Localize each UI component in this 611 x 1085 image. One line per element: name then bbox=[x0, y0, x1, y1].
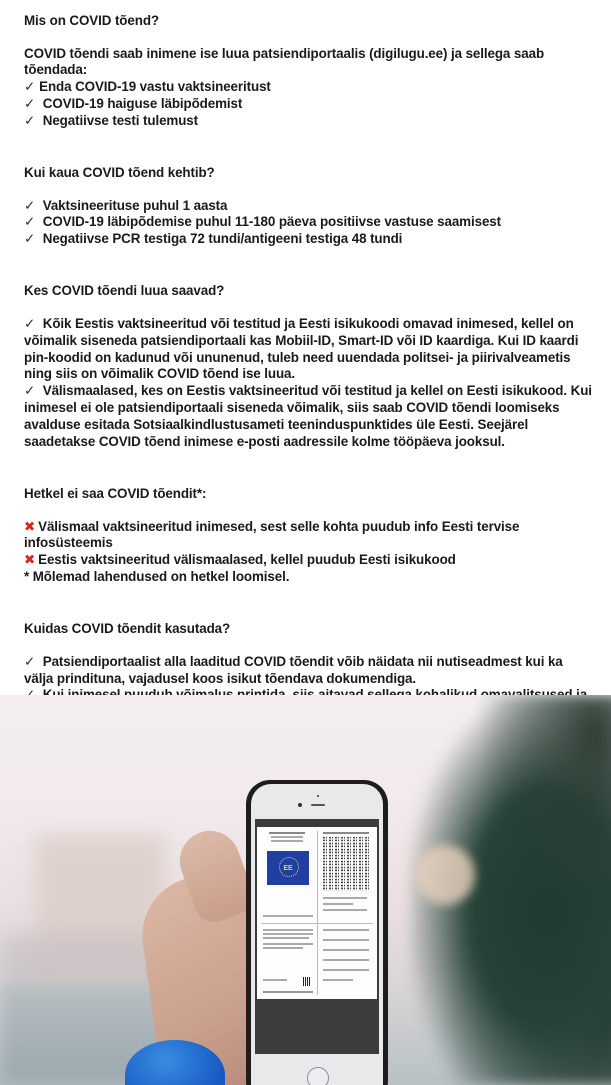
cert-divider bbox=[317, 831, 318, 995]
earpiece bbox=[311, 804, 325, 806]
cert-divider bbox=[261, 923, 373, 924]
cert-text-line bbox=[263, 947, 303, 949]
check-icon: ✓ bbox=[24, 383, 36, 399]
section-who-can bbox=[24, 282, 594, 451]
cert-text-line bbox=[323, 909, 367, 911]
cert-text-line bbox=[323, 897, 367, 899]
spacer bbox=[24, 586, 594, 620]
cert-title-line bbox=[269, 832, 305, 834]
cross-icon: ✖ bbox=[24, 518, 36, 534]
covid-certificate bbox=[257, 827, 377, 999]
smartphone bbox=[246, 780, 388, 1085]
cert-text-line bbox=[263, 933, 313, 935]
phone-body bbox=[251, 784, 383, 1085]
cert-text-line bbox=[323, 929, 369, 931]
cert-text-line bbox=[271, 836, 303, 838]
section-heading: Kui kaua COVID tõend kehtib? bbox=[24, 165, 215, 181]
section-intro: COVID tõendi saab inimene ise luua patsiendiportaalis (digilugu.ee) ja sellega saab tõendada: bbox=[24, 45, 545, 78]
list-item: ✓ Negatiivse PCR testiga 72 tundi/antigeeni testiga 48 tundi bbox=[24, 231, 403, 247]
cert-text-line bbox=[263, 915, 313, 917]
list-item: ✓ COVID-19 haiguse läbipõdemist bbox=[24, 96, 243, 112]
list-item: ✓ Enda COVID-19 vastu vaktsineeritust bbox=[24, 79, 271, 95]
check-icon: ✓ bbox=[24, 653, 36, 669]
check-icon: ✓ bbox=[24, 113, 36, 129]
footnote: * Mõlemad lahendused on hetkel loomisel. bbox=[24, 569, 290, 585]
spacer bbox=[24, 248, 594, 282]
check-icon: ✓ bbox=[24, 231, 36, 247]
cert-text-line bbox=[323, 939, 369, 941]
cert-text-line bbox=[323, 979, 353, 981]
section-what-is bbox=[24, 12, 594, 130]
cert-text-line bbox=[263, 943, 313, 945]
mini-qr-code bbox=[303, 977, 311, 986]
spacer bbox=[24, 451, 594, 485]
section-heading: Kuidas COVID tõendit kasutada? bbox=[24, 621, 231, 637]
article-text bbox=[24, 12, 594, 721]
eu-flag-icon bbox=[267, 851, 309, 885]
cert-text-line bbox=[323, 949, 369, 951]
phone-sensor bbox=[317, 795, 319, 797]
list-item: ✓ Negatiivse testi tulemust bbox=[24, 113, 199, 129]
phone-screen bbox=[255, 819, 379, 1054]
section-validity bbox=[24, 164, 594, 248]
cert-text-line bbox=[323, 903, 353, 905]
check-icon: ✓ bbox=[24, 96, 36, 112]
cert-text-line bbox=[323, 959, 369, 961]
section-heading: Kes COVID tõendi luua saavad? bbox=[24, 283, 225, 299]
check-icon: ✓ bbox=[24, 315, 36, 331]
home-button bbox=[307, 1067, 329, 1085]
cert-text-line bbox=[263, 979, 287, 981]
list-item: ✓ Kõik Eestis vaktsineeritud või testitud ja Eesti isikukoodi omavad inimesed, kellel on võimalik siseneda patsiendiportaali kas Mobiil-ID, Smart-ID või ID kaardiga. Kui ID kaardi pin-koodid on kadunud või ununenud, tuleb need uuendada politsei- ja piirivalveametis ning siis on võimalik COVID tõend ise luua. bbox=[24, 315, 579, 382]
cert-text-line bbox=[271, 840, 303, 842]
cert-text-line bbox=[263, 937, 309, 939]
cert-text-line bbox=[323, 832, 369, 834]
eu-stars-ring bbox=[279, 857, 299, 877]
list-item: ✖ Välismaal vaktsineeritud inimesed, sest selle kohta puudub info Eesti tervise infosüsteemis bbox=[24, 518, 520, 551]
front-camera-icon bbox=[298, 803, 302, 807]
cross-icon: ✖ bbox=[24, 552, 36, 568]
qr-code bbox=[323, 837, 369, 891]
cert-text-line bbox=[263, 991, 313, 993]
section-heading: Mis on COVID tõend? bbox=[24, 13, 159, 28]
check-icon: ✓ bbox=[24, 79, 36, 95]
photo-phone-certificate bbox=[0, 695, 611, 1085]
list-item: ✓ Patsiendiportaalist alla laaditud COVID tõendit võib näidata nii nutiseadmest kui ka välja prindituna, vajadusel koos isikut tõendava dokumendiga. bbox=[24, 653, 563, 686]
list-item: ✓ Välismaalased, kes on Eestis vaktsineeritud või testitud ja kellel on Eesti isikukood. Kui inimesel ei ole patsiendiportaali siseneda võimalik, siis saab COVID tõendi loomiseks avalduse esitada Sotsiaalkindlustusameti teeninduspunktides üle Eesti. Seejärel saadetakse COVID tõend inimese e-posti aadressile kolme tööpäeva jooksul. bbox=[24, 383, 592, 450]
cert-text-line bbox=[263, 929, 313, 931]
check-icon: ✓ bbox=[24, 214, 36, 230]
list-item: ✓ COVID-19 läbipõdemise puhul 11-180 päeva positiivse vastuse saamisest bbox=[24, 214, 502, 230]
section-heading: Hetkel ei saa COVID tõendit*: bbox=[24, 486, 207, 501]
cert-text-line bbox=[323, 969, 369, 971]
list-item: ✓ Vaktsineerituse puhul 1 aasta bbox=[24, 197, 228, 213]
spacer bbox=[24, 130, 594, 164]
section-cannot-get bbox=[24, 485, 594, 586]
flag-country-label: EE bbox=[283, 864, 293, 872]
list-item: ✖ Eestis vaktsineeritud välismaalased, kellel puudub Eesti isikukood bbox=[24, 552, 456, 568]
check-icon: ✓ bbox=[24, 197, 36, 213]
bokeh-light bbox=[415, 845, 475, 905]
